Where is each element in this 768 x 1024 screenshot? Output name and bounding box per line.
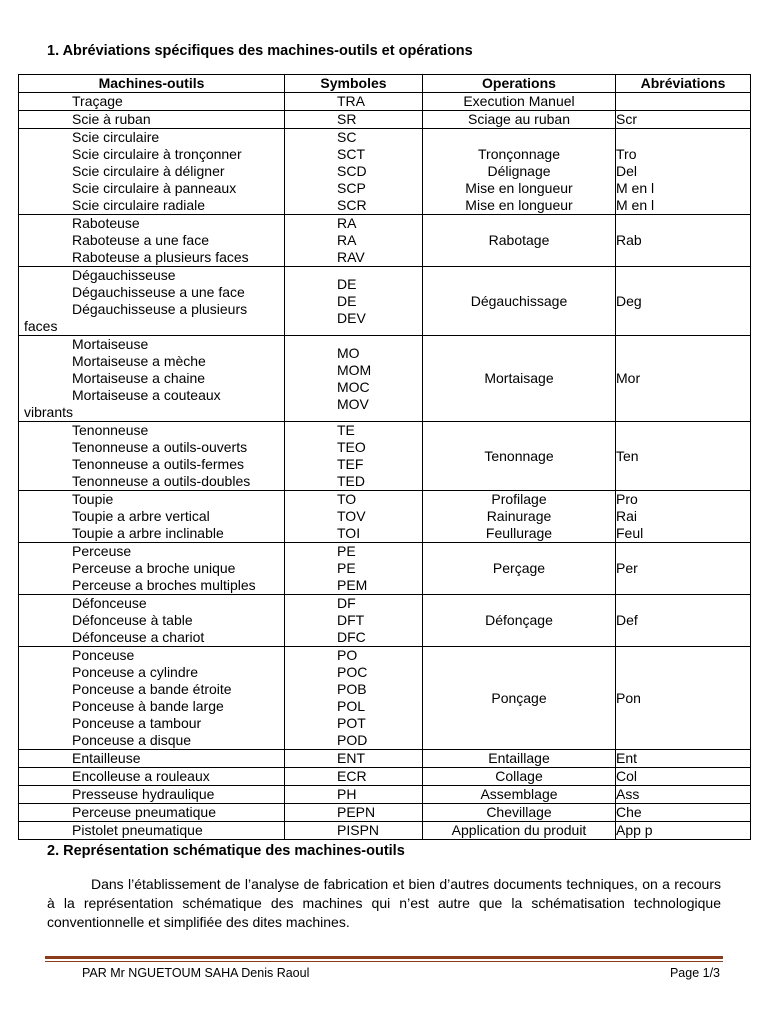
machine-cell: [19, 595, 285, 647]
machine-cell: [19, 93, 285, 111]
table-row: [19, 543, 751, 595]
machine-cell: [19, 804, 285, 822]
abbreviation-cell: Per: [616, 543, 751, 595]
symbol-cell-line: SCP: [337, 180, 366, 196]
machine-cell-line: Tenonneuse a outils-fermes: [72, 456, 244, 472]
symbol-cell-line: MO: [337, 344, 360, 361]
symbol-cell: [285, 336, 423, 422]
symbol-cell-line: RA: [337, 232, 357, 248]
symbol-cell-line: DE: [337, 292, 357, 309]
symbol-cell: [285, 93, 423, 111]
machine-cell-line: Perceuse: [72, 543, 132, 559]
abbreviations-table: [18, 74, 751, 840]
machine-cell-line: Perceuse pneumatique: [72, 804, 216, 820]
symbol-cell-line: SCT: [337, 146, 365, 162]
abbreviation-cell: Def: [616, 595, 751, 647]
symbol-cell-line: SR: [337, 111, 357, 127]
operation-cell: [423, 804, 616, 822]
symbol-cell-line: DE: [337, 275, 357, 292]
operation-cell: [423, 543, 616, 595]
abbreviation-cell: Mor: [616, 336, 751, 422]
abbreviation-cell: App p: [616, 822, 751, 840]
table-row: [19, 595, 751, 647]
symbol-cell-line: RAV: [337, 249, 365, 265]
operation-cell-line: Sciage au ruban: [468, 111, 570, 127]
operation-cell-line: Perçage: [492, 560, 546, 576]
machine-cell-line: Tenonneuse: [72, 422, 149, 438]
operation-cell: [423, 595, 616, 647]
abbreviation-cell: [616, 129, 751, 215]
operation-cell-line: Chevillage: [486, 804, 552, 820]
symbol-cell-line: PO: [337, 647, 358, 663]
operation-cell-line: Execution Manuel: [463, 93, 575, 109]
operation-cell-line: Ponçage: [491, 689, 547, 706]
body-paragraph: Dans l’établissement de l’analyse de fabrication et bien d’autres documents techniques, on a recours à la représentation schématique des machines qui n’est autre que la schématisation technologique conventionnelle et simplifiée des dites machines.: [47, 876, 721, 930]
machine-cell-line: Perceuse a broches multiples: [72, 577, 256, 593]
machine-cell: [19, 647, 285, 750]
symbol-cell: [285, 647, 423, 750]
abbreviation-cell: Ass: [616, 786, 751, 804]
machine-cell-line: Scie circulaire à déligner: [72, 163, 225, 179]
header-machines: Machines-outils: [19, 75, 285, 93]
symbol-cell-line: TE: [337, 422, 355, 438]
symbol-cell-line: PEPN: [337, 804, 376, 820]
abbreviation-cell-line: Tro: [616, 146, 637, 162]
machine-cell-line: Dégauchisseuse a une face: [72, 284, 245, 300]
symbol-cell: [285, 129, 423, 215]
symbol-cell-line: SCR: [337, 197, 367, 213]
operation-cell: [423, 647, 616, 750]
operation-cell: [423, 822, 616, 840]
machine-cell-line: Encolleuse a rouleaux: [72, 768, 210, 784]
symbol-cell-line: TO: [337, 491, 357, 507]
table-row: [19, 422, 751, 491]
table-row: [19, 93, 751, 111]
operation-cell: [423, 422, 616, 491]
machine-cell-line: Ponceuse à bande large: [72, 698, 224, 714]
machine-cell-line: Défonceuse a chariot: [72, 629, 205, 645]
operation-cell-line: Dégauchissage: [470, 292, 568, 309]
table-header-row: [19, 75, 751, 93]
table-body: [19, 93, 751, 840]
symbol-cell-line: DFC: [337, 629, 366, 645]
symbol-cell: [285, 822, 423, 840]
symbol-cell-line: DF: [337, 595, 356, 611]
operation-cell-line: Défonçage: [485, 612, 553, 628]
machine-cell-line: vibrants: [24, 404, 74, 420]
symbol-cell-line: SCD: [337, 163, 367, 179]
symbol-cell-line: TEF: [337, 456, 364, 472]
machine-cell-line: Ponceuse a disque: [72, 732, 192, 748]
machine-cell-line: faces: [24, 318, 58, 334]
symbol-cell-line: PEM: [337, 577, 368, 593]
operation-cell-line: Mortaisage: [484, 370, 554, 386]
symbol-cell-line: POC: [337, 664, 368, 680]
operation-cell-line: Rainurage: [486, 508, 552, 524]
symbol-cell: [285, 491, 423, 543]
machine-cell-line: Scie circulaire à panneaux: [72, 180, 237, 196]
symbol-cell-line: MOV: [337, 395, 369, 412]
operation-cell-line: Tronçonnage: [478, 146, 560, 162]
header-symbols: Symboles: [285, 75, 423, 93]
abbreviation-cell: Ten: [616, 422, 751, 491]
footer-author: PAR Mr NGUETOUM SAHA Denis Raoul: [82, 966, 310, 980]
machine-cell: [19, 215, 285, 267]
machine-cell-line: Dégauchisseuse a plusieurs: [72, 301, 248, 317]
symbol-cell-line: DEV: [337, 309, 366, 326]
machine-cell-line: Défonceuse: [72, 595, 147, 611]
symbol-cell-line: ENT: [337, 750, 365, 766]
symbol-cell-line: MOC: [337, 378, 370, 395]
operation-cell-line: Collage: [495, 768, 543, 784]
symbol-cell: [285, 543, 423, 595]
operation-cell-line: Délignage: [487, 163, 551, 179]
machine-cell-line: Toupie a arbre inclinable: [72, 525, 224, 541]
operation-cell: [423, 111, 616, 129]
symbol-cell: [285, 267, 423, 336]
machine-cell: [19, 768, 285, 786]
operation-cell: [423, 267, 616, 336]
operation-cell-line: Rabotage: [488, 232, 550, 248]
table-row: [19, 768, 751, 786]
abbreviation-cell-line: Pro: [616, 491, 638, 507]
machine-cell-line: Dégauchisseuse: [72, 267, 176, 283]
operation-cell-line: Feullurage: [485, 525, 553, 541]
operation-cell: [423, 129, 616, 215]
symbol-cell-line: ECR: [337, 768, 367, 784]
table-row: [19, 215, 751, 267]
machine-cell-line: Tenonneuse a outils-ouverts: [72, 439, 248, 455]
symbol-cell-line: POD: [337, 732, 368, 748]
symbol-cell-line: POB: [337, 681, 367, 697]
machine-cell-line: Mortaiseuse a chaine: [72, 370, 206, 386]
machine-cell-line: Presseuse hydraulique: [72, 786, 215, 802]
abbreviation-cell: Ent: [616, 750, 751, 768]
operation-cell-line: Mise en longueur: [465, 197, 573, 213]
section-1-heading: 1. Abréviations spécifiques des machines-outils et opérations: [47, 43, 473, 59]
symbol-cell-line: TRA: [337, 93, 365, 109]
machine-cell-line: Tenonneuse a outils-doubles: [72, 473, 251, 489]
symbol-cell: [285, 422, 423, 491]
symbol-cell-line: TOI: [337, 525, 361, 541]
abbreviation-cell: [616, 93, 751, 111]
machine-cell: [19, 822, 285, 840]
operation-cell-line: Mise en longueur: [465, 180, 573, 196]
machine-cell: [19, 543, 285, 595]
abbreviation-cell: Col: [616, 768, 751, 786]
machine-cell-line: Entailleuse: [72, 750, 141, 766]
machine-cell-line: Perceuse a broche unique: [72, 560, 236, 576]
symbol-cell: [285, 768, 423, 786]
symbol-cell-line: PE: [337, 543, 356, 559]
abbreviation-cell: Rab: [616, 215, 751, 267]
symbol-cell: [285, 786, 423, 804]
operation-cell-line: Assemblage: [480, 786, 558, 802]
table-row: [19, 267, 751, 336]
symbol-cell: [285, 750, 423, 768]
abbreviation-cell: Scr: [616, 111, 751, 129]
machine-cell-line: Scie circulaire à tronçonner: [72, 146, 242, 162]
machine-cell-line: Toupie: [72, 491, 114, 507]
operation-cell: [423, 786, 616, 804]
abbreviation-cell-line: Feul: [616, 525, 644, 541]
symbol-cell-line: PE: [337, 560, 356, 576]
symbol-cell: [285, 111, 423, 129]
abbreviation-cell: Pon: [616, 647, 751, 750]
machine-cell: [19, 111, 285, 129]
table-row: [19, 111, 751, 129]
symbol-cell-line: PH: [337, 786, 357, 802]
symbol-cell: [285, 215, 423, 267]
operation-cell: [423, 768, 616, 786]
header-abbreviations: Abréviations: [616, 75, 751, 93]
machine-cell-line: Toupie a arbre vertical: [72, 508, 210, 524]
machine-cell: [19, 786, 285, 804]
symbol-cell-line: TED: [337, 473, 365, 489]
symbol-cell-line: PISPN: [337, 822, 380, 838]
abbreviation-cell: Che: [616, 804, 751, 822]
abbreviation-cell-line: M en l: [616, 180, 655, 196]
symbol-cell: [285, 804, 423, 822]
machine-cell: [19, 336, 285, 422]
machine-cell-line: Mortaiseuse a mèche: [72, 353, 206, 369]
footer-rule-thin: [45, 961, 723, 962]
machine-cell-line: Ponceuse a tambour: [72, 715, 202, 731]
symbol-cell-line: SC: [337, 129, 357, 145]
machine-cell: [19, 750, 285, 768]
machine-cell-line: Scie circulaire radiale: [72, 197, 206, 213]
machine-cell-line: Scie circulaire: [72, 129, 160, 145]
symbol-cell-line: POT: [337, 715, 366, 731]
section-2-heading: 2. Représentation schématique des machines-outils: [47, 843, 405, 859]
operation-cell: [423, 93, 616, 111]
symbol-cell-line: POL: [337, 698, 366, 714]
symbol-cell-line: DFT: [337, 612, 365, 628]
table-row: [19, 822, 751, 840]
machine-cell: [19, 422, 285, 491]
table-row: [19, 336, 751, 422]
table-row: [19, 491, 751, 543]
operation-cell-line: Application du produit: [451, 822, 587, 838]
operation-cell-line: Tenonnage: [484, 447, 554, 464]
abbreviation-cell-line: M en l: [616, 197, 655, 213]
abbreviation-cell-line: Rai: [616, 508, 638, 524]
machine-cell: [19, 129, 285, 215]
operation-cell-line: Profilage: [491, 491, 547, 507]
machine-cell: [19, 491, 285, 543]
table-row: [19, 804, 751, 822]
machine-cell-line: Ponceuse a bande étroite: [72, 681, 232, 697]
machine-cell: [19, 267, 285, 336]
symbol-cell: [285, 595, 423, 647]
machine-cell-line: Raboteuse: [72, 215, 140, 231]
symbol-cell-line: RA: [337, 215, 357, 231]
machine-cell-line: Défonceuse à table: [72, 612, 193, 628]
machine-cell-line: Raboteuse a une face: [72, 232, 209, 248]
operation-cell: [423, 750, 616, 768]
symbol-cell-line: MOM: [337, 361, 372, 378]
footer-rule: [45, 956, 723, 959]
abbreviation-cell-line: [616, 129, 750, 146]
machine-cell-line: Ponceuse: [72, 647, 135, 663]
operation-cell: [423, 491, 616, 543]
abbreviation-cell: [616, 491, 751, 543]
operation-cell-line: Entaillage: [488, 750, 550, 766]
footer-page-number: Page 1/3: [669, 966, 720, 980]
operation-cell: [423, 215, 616, 267]
abbreviation-cell-line: Del: [616, 163, 638, 179]
operation-cell: [423, 336, 616, 422]
machine-cell-line: Mortaiseuse a couteaux: [72, 387, 221, 403]
abbreviation-cell: Deg: [616, 267, 751, 336]
machine-cell-line: Traçage: [72, 93, 123, 109]
table-row: [19, 647, 751, 750]
table-row: [19, 750, 751, 768]
header-operations: Operations: [423, 75, 616, 93]
table-row: [19, 129, 751, 215]
machine-cell-line: Raboteuse a plusieurs faces: [72, 249, 249, 265]
machine-cell-line: Ponceuse a cylindre: [72, 664, 199, 680]
machine-cell-line: Scie à ruban: [72, 111, 151, 127]
machine-cell-line: Mortaiseuse: [72, 336, 149, 352]
symbol-cell-line: TEO: [337, 439, 366, 455]
operation-cell-line: [423, 129, 615, 146]
table-row: [19, 786, 751, 804]
machine-cell-line: Pistolet pneumatique: [72, 822, 203, 838]
symbol-cell-line: TOV: [337, 508, 366, 524]
